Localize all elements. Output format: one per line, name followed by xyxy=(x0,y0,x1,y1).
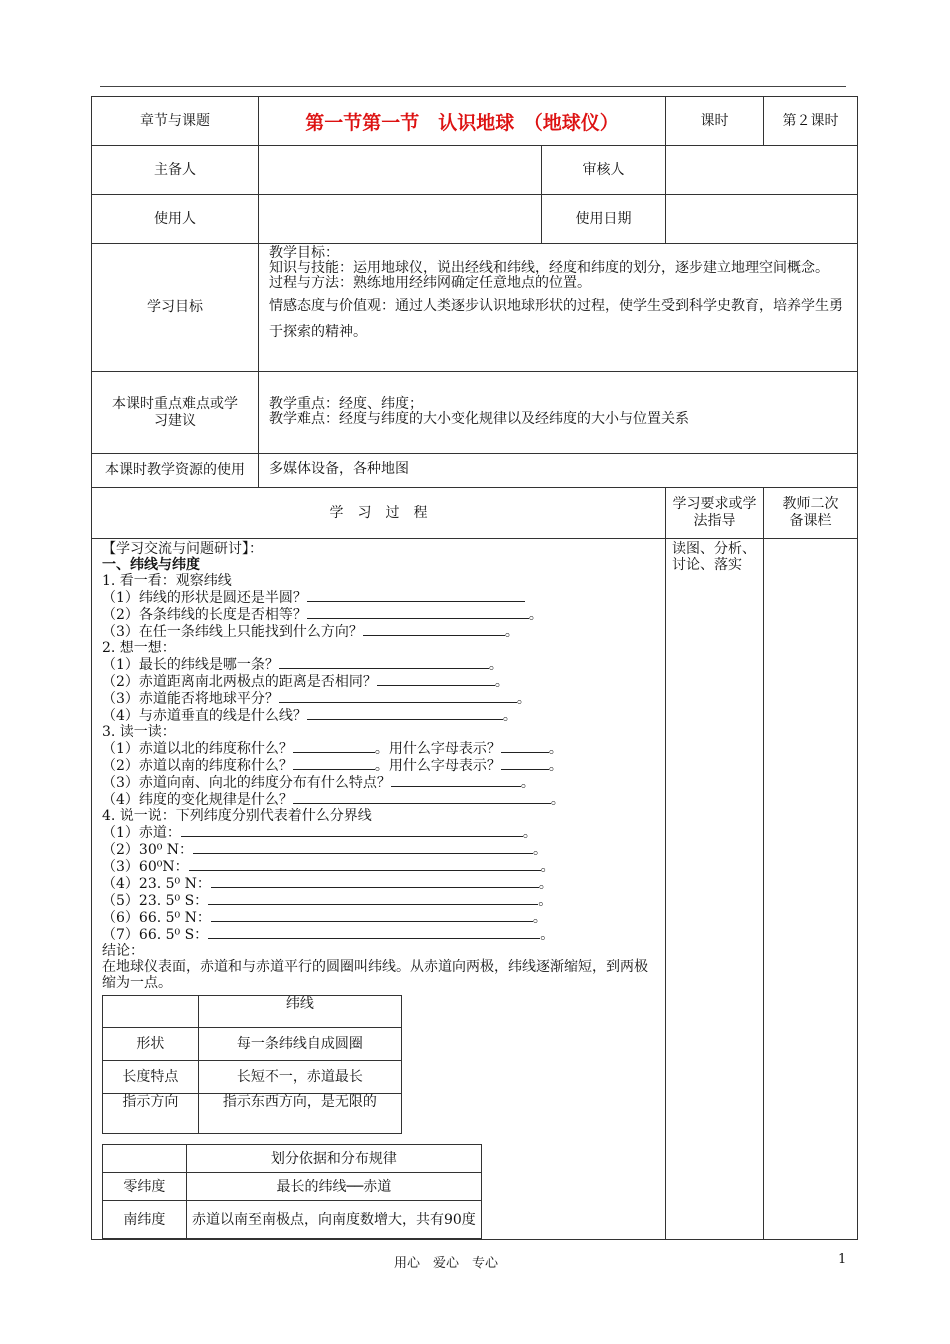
say-q4: （4）23. 5⁰ N： 。 xyxy=(102,876,553,892)
page-number: 1 xyxy=(838,1252,847,1267)
table1-row-label: 形状 xyxy=(103,1028,199,1061)
say-title: 4. 说一说：下列纬度分别代表着什么分界线 xyxy=(102,808,372,824)
objective-process: 过程与方法：熟练地用经纬网确定任意地点的位置。 xyxy=(269,275,591,291)
keypoints-difficulty: 教学难点：经度与纬度的大小变化规律以及经纬度的大小与位置关系 xyxy=(269,410,689,427)
objectives-content xyxy=(259,244,858,372)
think-q3: （3）赤道能否将地球平分？ 。 xyxy=(102,691,531,707)
resources-value: 多媒体设备，各种地图 xyxy=(259,454,858,488)
process-header: 学 习 过 程 xyxy=(92,488,666,539)
objective-emotion: 情感态度与价值观：通过人类逐步认识地球形状的过程，使学生受到科学史教育，培养学生勇于探索的精神。 xyxy=(269,298,843,340)
look-q1: （1）纬线的形状是圆还是半圆？ xyxy=(102,589,665,606)
table2-row-value: 最长的纬线──赤道 xyxy=(186,1173,481,1201)
latitude-degree-table xyxy=(102,1144,482,1239)
use-date-label: 使用日期 xyxy=(542,195,666,244)
read-q4: （4）纬度的变化规律是什么？ 。 xyxy=(102,792,565,808)
look-q3: （3）在任一条纬线上只能找到什么方向？ 。 xyxy=(102,624,519,640)
think-title: 2. 想一想： xyxy=(102,640,176,656)
say-q2: （2）30⁰ N： 。 xyxy=(102,842,548,858)
resources-label: 本课时教学资源的使用 xyxy=(92,454,259,488)
say-q3: （3）60⁰N： 。 xyxy=(102,859,555,875)
period-label: 课时 xyxy=(666,97,764,146)
user-label: 使用人 xyxy=(92,195,259,244)
read-q3: （3）赤道向南、向北的纬度分布有什么特点？ 。 xyxy=(102,775,535,791)
table2-row-label: 南纬度 xyxy=(103,1201,187,1239)
table1-row-value: 指示东西方向，是无限的 xyxy=(198,1094,401,1134)
objectives-heading: 教学目标： xyxy=(269,245,339,261)
reviewer-label: 审核人 xyxy=(542,146,666,195)
lesson-title: 第一节第一节 认识地球 （地球仪） xyxy=(259,97,666,146)
table2-row-value: 赤道以南至南极点，向南度数增大，共有90度 xyxy=(186,1201,481,1239)
read-q1: （1）赤道以北的纬度称什么？ 。用什么字母表示？ 。 xyxy=(102,741,563,757)
keypoints-content xyxy=(259,372,858,454)
read-title: 3. 读一读： xyxy=(102,724,176,740)
lesson-plan-table xyxy=(91,96,858,1240)
think-q4: （4）与赤道垂直的线是什么线？ 。 xyxy=(102,708,517,724)
notes-content xyxy=(764,539,858,1240)
think-q2: （2）赤道距离南北两极点的距离是否相同？ 。 xyxy=(102,674,509,690)
intro-line: 【学习交流与问题研讨】： xyxy=(102,541,263,557)
table1-row-value: 长短不一，赤道最长 xyxy=(198,1061,401,1094)
keypoints-label: 本课时重点难点或学习建议 xyxy=(92,372,259,454)
top-rule xyxy=(100,86,846,87)
conclusion-label: 结论： xyxy=(102,943,144,959)
objectives-label: 学习目标 xyxy=(92,244,259,372)
say-q7: （7）66. 5⁰ S： 。 xyxy=(102,927,555,943)
table1-row-label: 长度特点 xyxy=(103,1061,199,1094)
table1-row-label: 指示方向 xyxy=(103,1094,199,1134)
preparer-label: 主备人 xyxy=(92,146,259,195)
period-value: 第２课时 xyxy=(764,97,858,146)
table2-row-label: 零纬度 xyxy=(103,1173,187,1201)
guide-content: 读图、分析、讨论、落实 xyxy=(666,539,764,1240)
notes-header: 教师二次备课栏 xyxy=(764,488,858,539)
chapter-label: 章节与课题 xyxy=(92,97,259,146)
preparer-value xyxy=(259,146,542,195)
reviewer-value xyxy=(666,146,858,195)
use-date-value xyxy=(666,195,858,244)
table2-header: 划分依据和分布规律 xyxy=(186,1145,481,1173)
think-q1: （1）最长的纬线是哪一条？ 。 xyxy=(102,657,503,673)
latitude-line-table xyxy=(102,995,402,1134)
process-content xyxy=(92,539,666,1240)
user-value xyxy=(259,195,542,244)
objective-knowledge: 知识与技能：运用地球仪，说出经线和纬线，经度和纬度的划分，逐步建立地理空间概念。 xyxy=(269,260,829,276)
say-q5: （5）23. 5⁰ S： 。 xyxy=(102,893,553,909)
conclusion-text: 在地球仪表面，赤道和与赤道平行的圆圈叫纬线。从赤道向两极，纬线逐渐缩短，到两极缩为一点。 xyxy=(102,959,648,991)
look-q2: （2）各条纬线的长度是否相等？ 。 xyxy=(102,607,543,623)
say-q6: （6）66. 5⁰ N： 。 xyxy=(102,910,547,926)
table1-header: 纬线 xyxy=(198,996,401,1028)
keypoints-focus: 教学重点：经度、纬度； xyxy=(269,395,423,412)
guide-header: 学习要求或学法指导 xyxy=(666,488,764,539)
footer-motto: 用心 爱心 专心 xyxy=(394,1256,499,1271)
read-q2: （2）赤道以南的纬度称什么？ 。用什么字母表示？ 。 xyxy=(102,758,563,774)
look-title: 1. 看一看：观察纬线 xyxy=(102,573,232,589)
say-q1: （1）赤道： 。 xyxy=(102,825,537,841)
table1-row-value: 每一条纬线自成圆圈 xyxy=(198,1028,401,1061)
section-heading: 一、纬线与纬度 xyxy=(102,557,200,573)
